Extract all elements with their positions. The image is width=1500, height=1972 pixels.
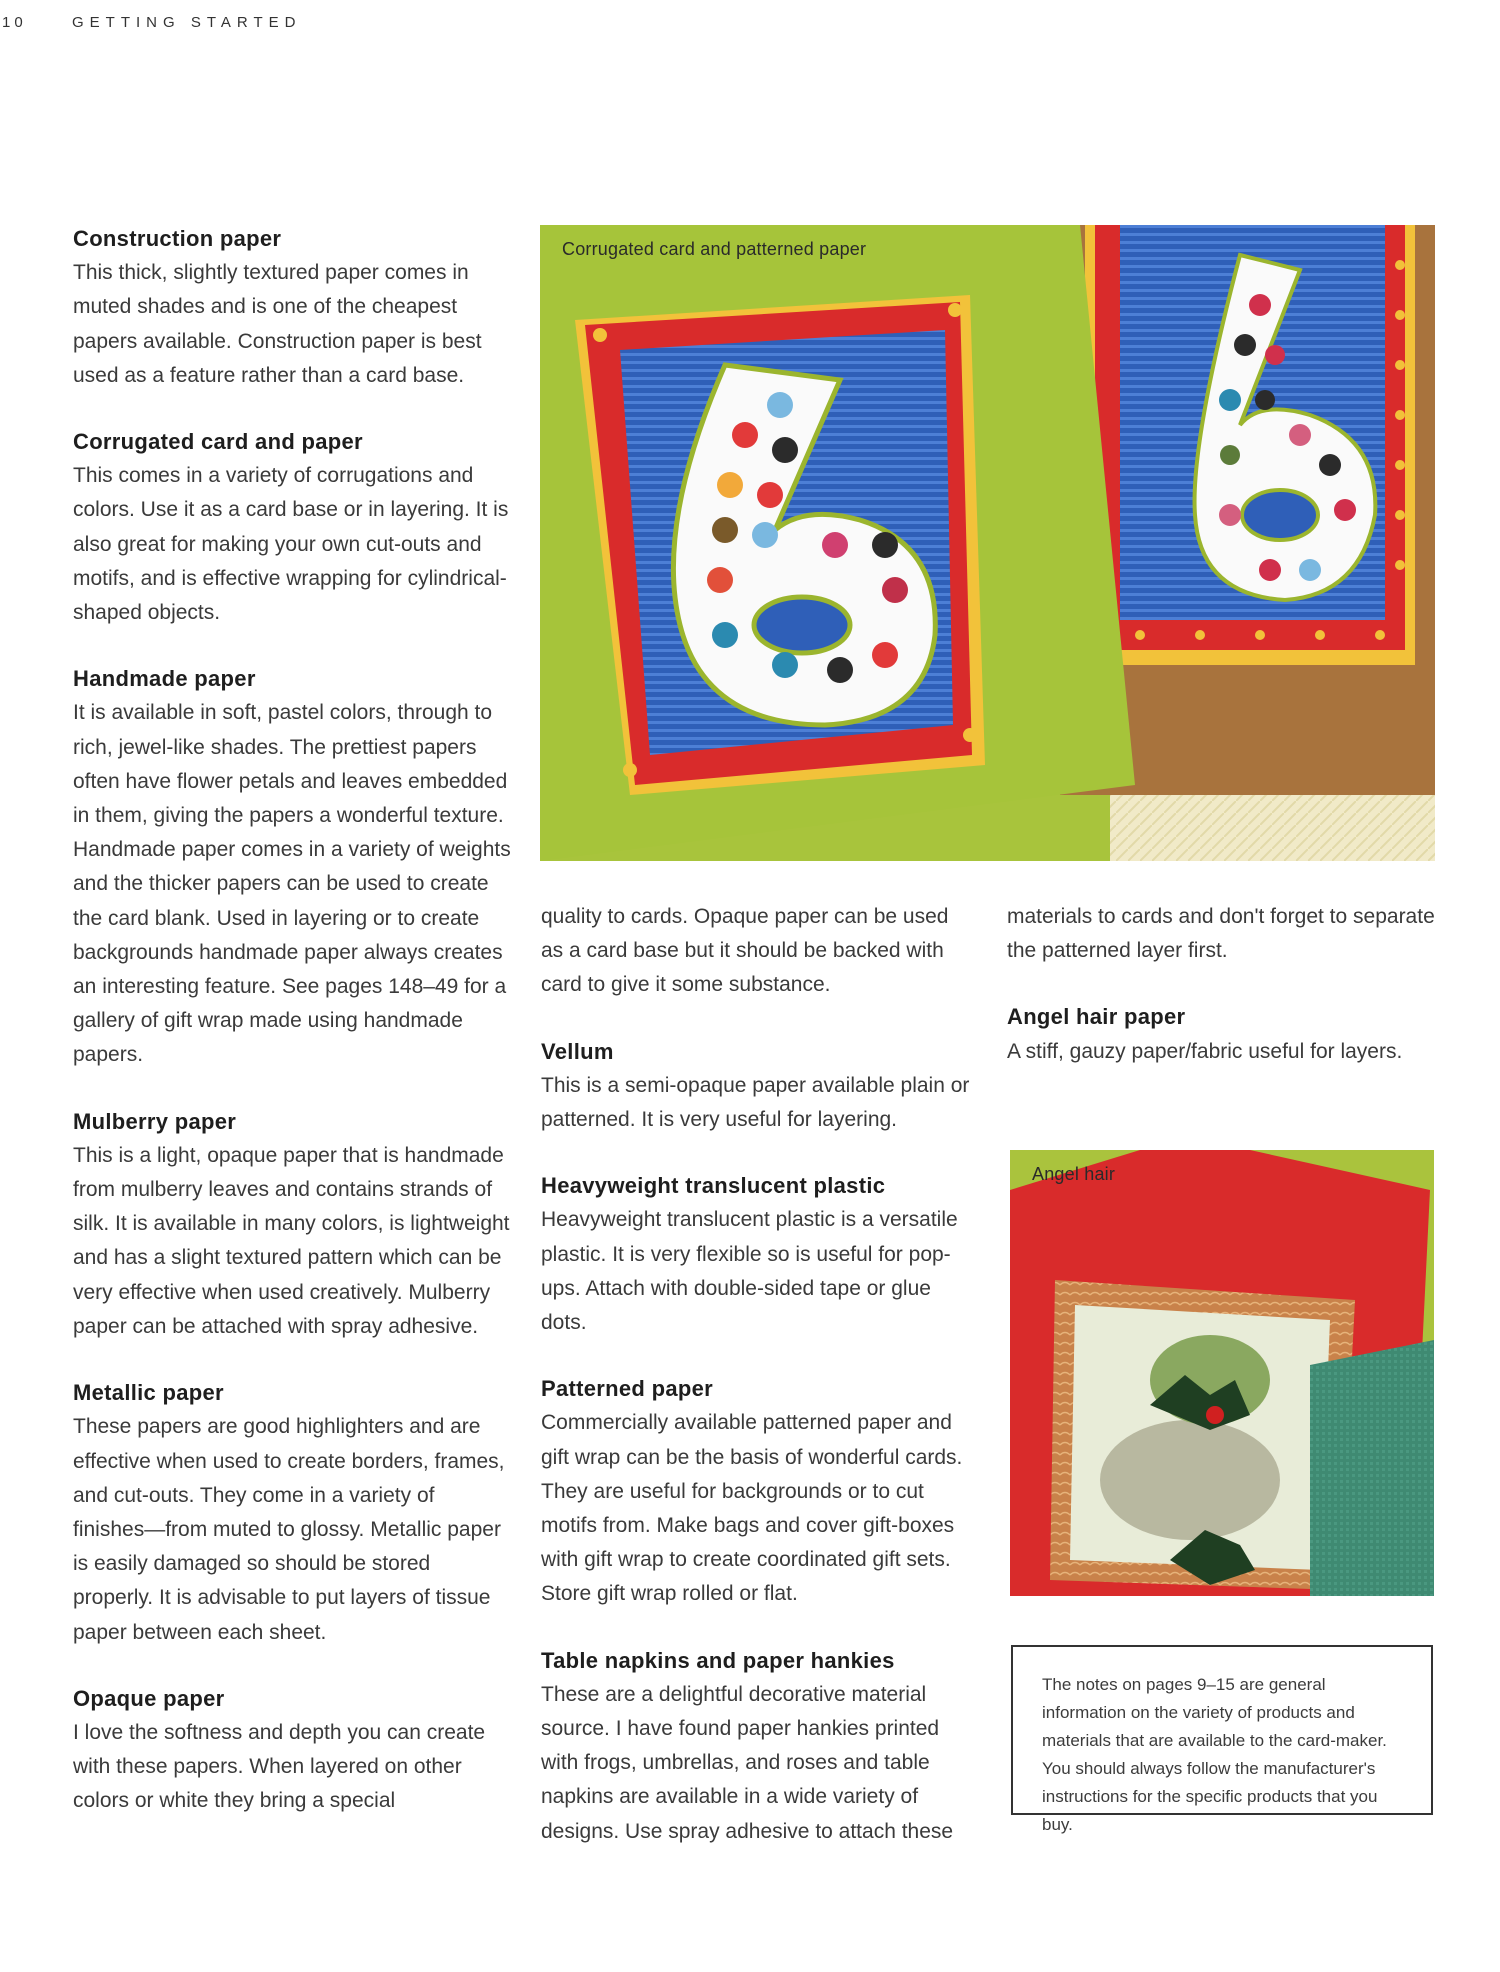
section-table-napkins (541, 1644, 971, 1849)
right-column (1007, 900, 1437, 1069)
section-body: Heavyweight translucent plastic is a versatile plastic. It is very flexible so is useful for pop-ups. Attach with double-sided tape or glue dots. (541, 1208, 958, 1335)
photo-angel-hair (1010, 1150, 1434, 1596)
section-body: This is a semi-opaque paper available plain or patterned. It is very useful for layering. (541, 1073, 970, 1132)
section-body: These are a delightful decorative material source. I have found paper hankies printed with frogs, umbrellas, and roses and table napkins are available in a wide variety of designs. Use spray adhesive to attach these (541, 1682, 954, 1843)
section-heading: Heavyweight translucent plastic (541, 1173, 886, 1199)
corrugated-cards-illustration (540, 225, 1435, 861)
section-angel-hair (1007, 1000, 1437, 1068)
section-body: These papers are good highlighters and are effective when used to create borders, frames, and cut-outs. They come in a variety of finishes—from muted to glossy. Metallic paper is easily damaged so should be stored properly. It is advisable to put layers of tissue paper between each sheet. (73, 1415, 505, 1644)
section-body: Commercially available patterned paper and gift wrap can be the basis of wonderful cards. They are useful for backgrounds or to cut motifs from. Make bags and cover gift-boxes with gift wrap to create coordinated gift sets. Store gift wrap rolled or flat. (541, 1411, 963, 1606)
photo-caption: Corrugated card and patterned paper (562, 239, 867, 259)
section-translucent-plastic (541, 1169, 971, 1340)
angel-hair-card-illustration (1010, 1150, 1434, 1596)
section-construction-paper (73, 222, 511, 393)
section-heading: Construction paper (73, 226, 282, 251)
section-heading: Mulberry paper (73, 1108, 237, 1134)
section-body: This comes in a variety of corrugations and colors. Use it as a card base or in layering. It is also great for making your own cut-outs and motifs, and is effective wrapping for cylindrical-shaped objects. (73, 464, 509, 625)
middle-column (541, 900, 971, 1849)
section-heading: Table napkins and paper hankies (541, 1647, 895, 1673)
note-box (1011, 1645, 1433, 1834)
section-body: quality to cards. Opaque paper can be used as a card base but it should be backed with card to give it some substance. (541, 905, 949, 997)
section-opaque-paper (73, 1682, 511, 1819)
left-column (73, 222, 511, 1819)
page-number: 10 (2, 14, 27, 31)
section-body: This thick, slightly textured paper comes in muted shades and is one of the cheapest papers available. Construction paper is best used as a feature rather than a card base. (73, 261, 482, 387)
section-body: A stiff, gauzy paper/fabric useful for layers. (1007, 1039, 1403, 1063)
continuation-text (541, 900, 971, 1003)
section-heading: Vellum (541, 1038, 614, 1064)
section-body: materials to cards and don't forget to separate the patterned layer first. (1007, 905, 1435, 963)
section-heading: Metallic paper (73, 1380, 224, 1406)
section-body: This is a light, opaque paper that is handmade from mulberry leaves and contains strands of silk. It is available in many colors, is lightweight and has a slight textured pattern which can be very effective when used creatively. Mulberry paper can be attached with spray adhesive. (73, 1143, 510, 1338)
section-body: I love the softness and depth you can create with these papers. When layered on other colors or white they bring a special (73, 1720, 486, 1813)
section-heading: Patterned paper (541, 1376, 713, 1402)
section-heading: Handmade paper (73, 666, 256, 692)
section-corrugated-card (73, 425, 511, 630)
running-head: GETTING STARTED (72, 14, 302, 31)
section-heading: Opaque paper (73, 1685, 225, 1711)
photo-corrugated-cards (540, 225, 1435, 861)
section-heading: Corrugated card and paper (73, 429, 363, 455)
section-vellum (541, 1035, 971, 1138)
note-box-text: The notes on pages 9–15 are general information on the variety of products and materials that are available to the card-maker. You should always follow the manufacturer's instructions for the specific products that you buy. (1042, 1675, 1387, 1834)
section-body: It is available in soft, pastel colors, through to rich, jewel-like shades. The prettiest papers often have flower petals and leaves embedded in them, giving the papers a wonderful texture. Handmade paper comes in a variety of weights and the thicker papers can be used to create the card blank. Used in layering or to create backgrounds handmade paper always creates an interesting feature. See pages 148–49 for a gallery of gift wrap made using handmade papers. (73, 701, 511, 1067)
section-mulberry-paper (73, 1105, 511, 1344)
section-handmade-paper (73, 662, 511, 1072)
section-patterned-paper (541, 1372, 971, 1611)
section-metallic-paper (73, 1376, 511, 1650)
continuation-text (1007, 900, 1437, 968)
photo-caption: Angel hair (1032, 1164, 1116, 1184)
section-heading: Angel hair paper (1007, 1004, 1186, 1030)
